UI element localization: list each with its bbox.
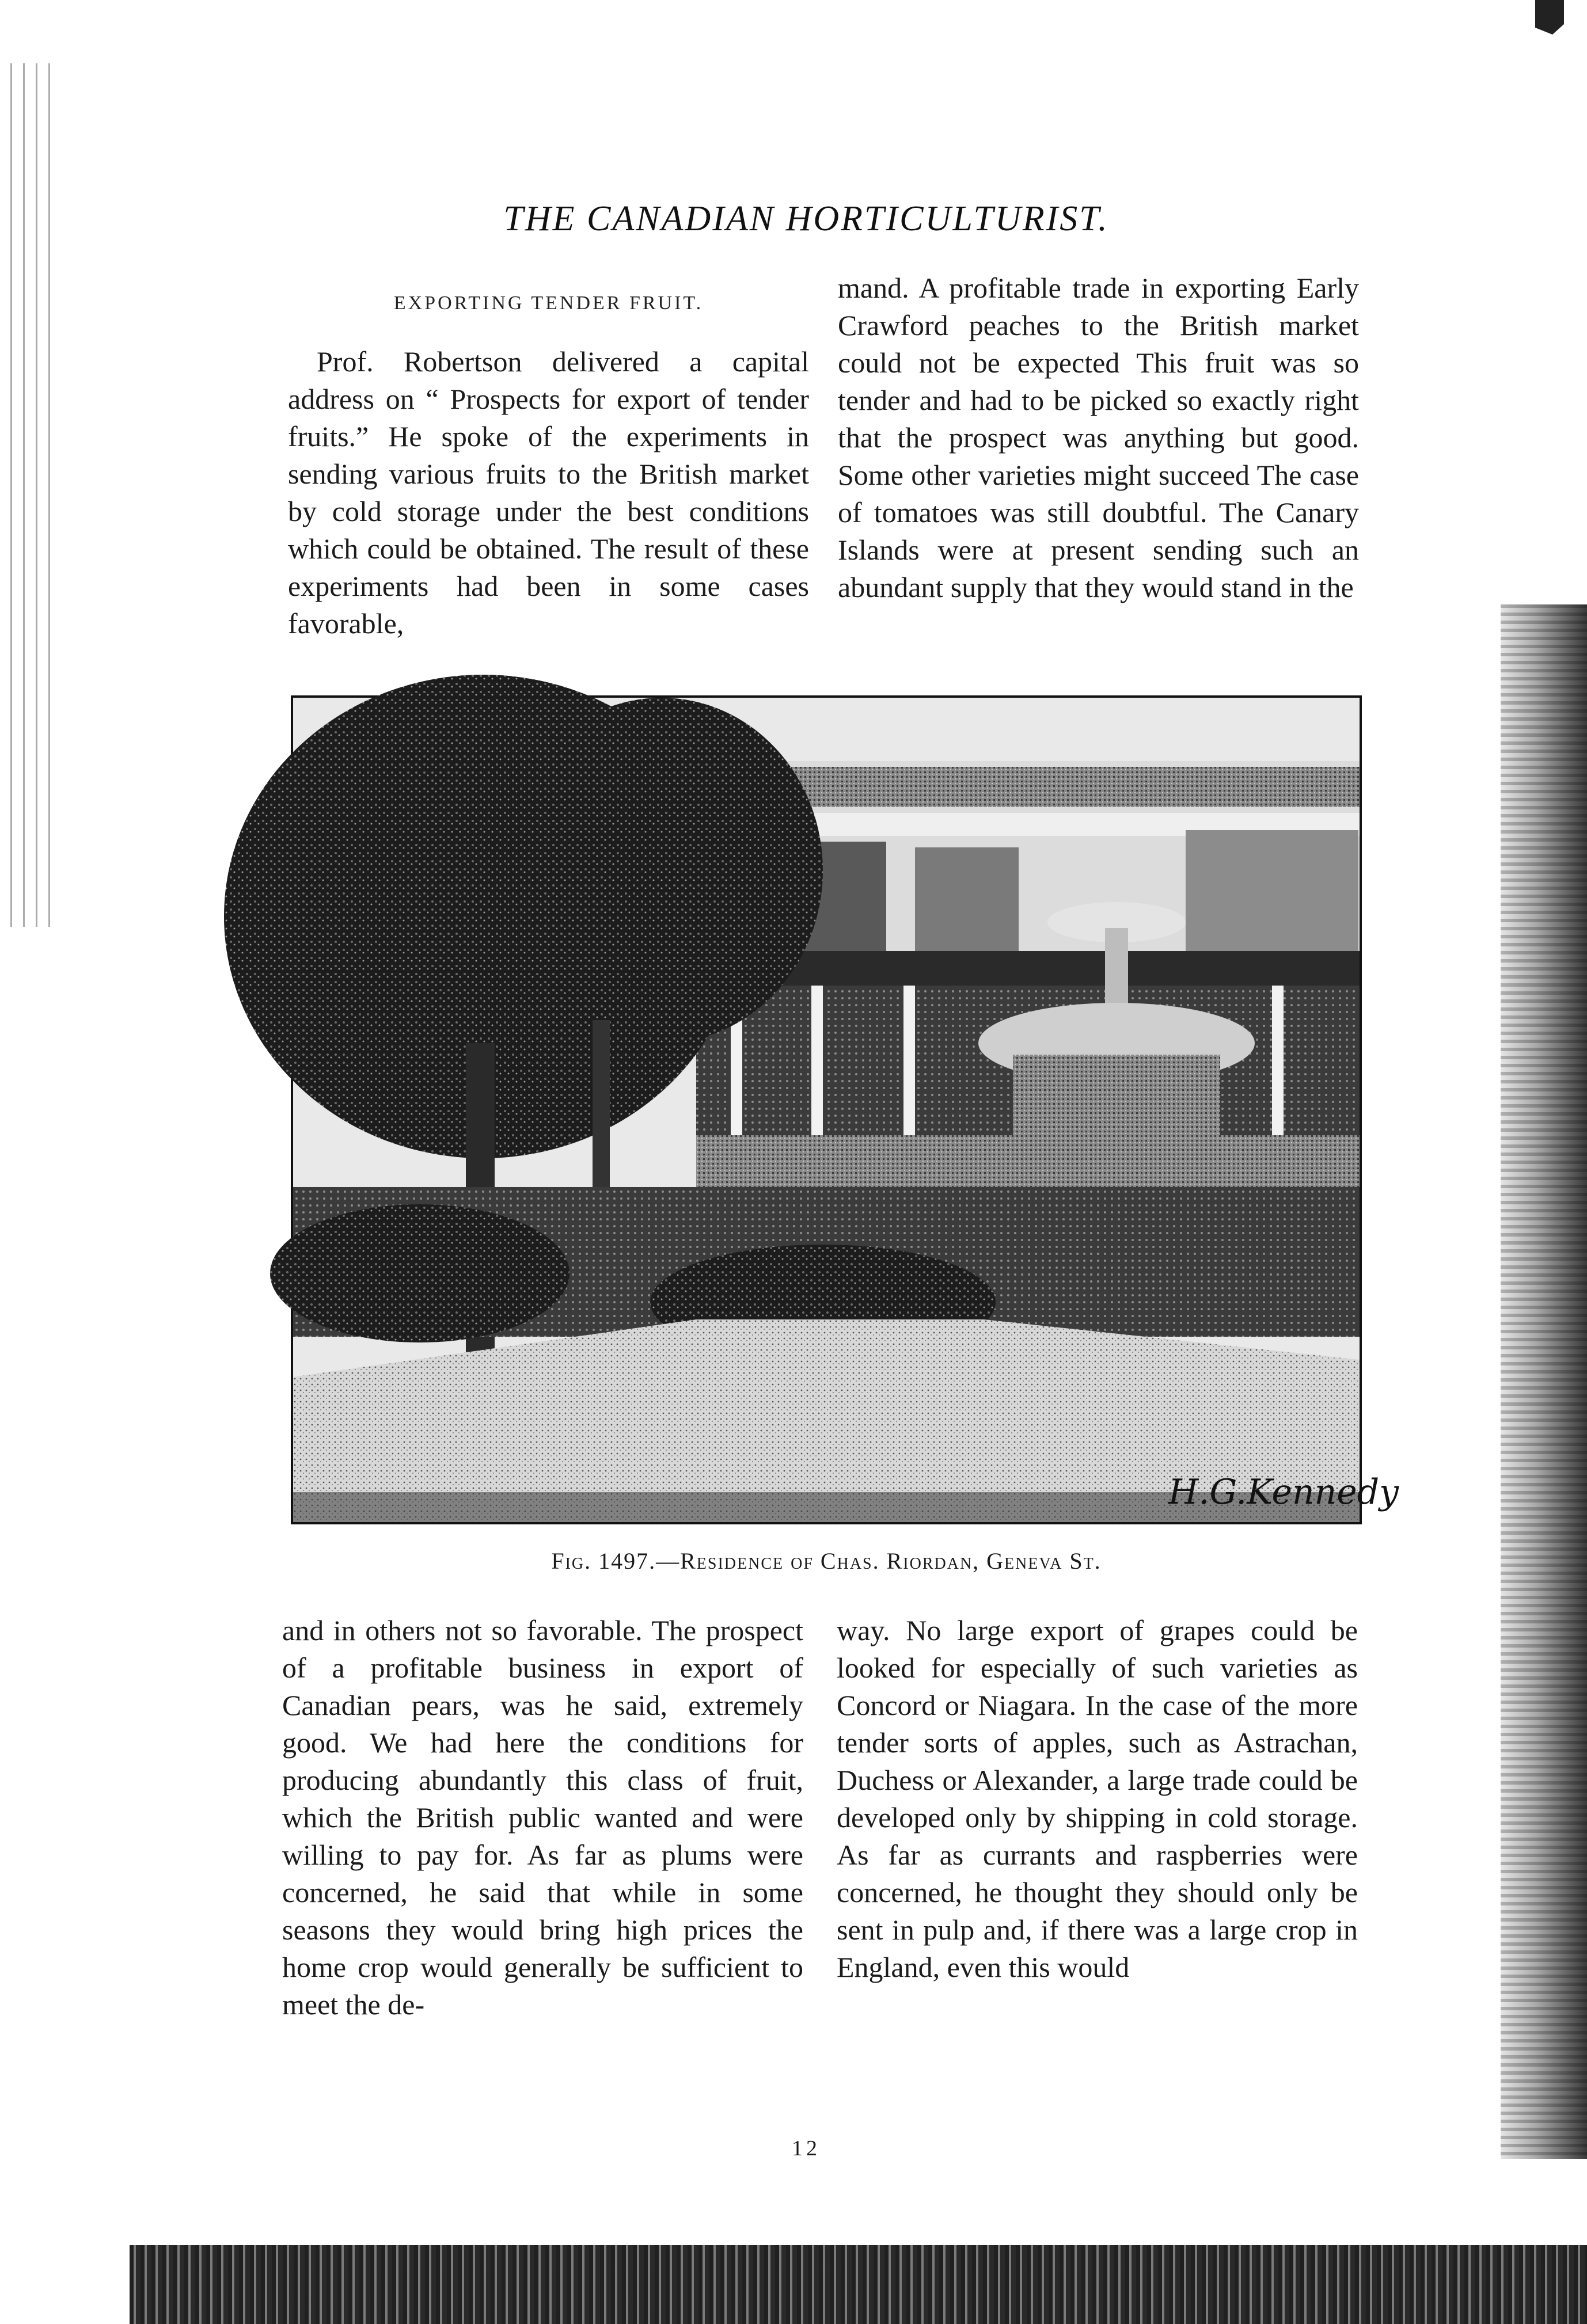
figure-residence-photo bbox=[291, 695, 1399, 1524]
corner-scan-mark bbox=[1535, 0, 1564, 35]
running-head: THE CANADIAN HORTICULTURIST. bbox=[503, 199, 1109, 238]
paragraph-bottom-right: way. No large export of grapes could be looked for especially of such varieties as Concord or Niagara. In the case of the more tender sorts of apples, such as Astrachan, Duchess or Alexander, a large trade could be developed only by shipping in cold storage. As far as currants and raspberries were concerned, he thought they should only be sent in pulp and, if there was a large crop in England, even this would bbox=[837, 1614, 1358, 1983]
section-heading: EXPORTING TENDER FRUIT. bbox=[393, 292, 704, 314]
paragraph-top-left: Prof. Robertson delivered a capital address on “ Prospects for export of tender fruits.” He spoke of the experiments in sending various fruits to the British market by cold storage under the best conditions which could be obtained. The result of these experiments had been in some cases favorable, bbox=[288, 345, 809, 640]
scan-edge-artifact-right bbox=[1501, 604, 1587, 2159]
page-number: 12 bbox=[792, 2136, 821, 2161]
photographer-signature: H.G.Kennedy bbox=[1168, 1472, 1399, 1512]
scan-edge-artifact-left bbox=[5, 63, 56, 927]
column-bottom-right bbox=[837, 1612, 1358, 1986]
column-top-right bbox=[838, 269, 1359, 606]
residence-photo-image bbox=[293, 698, 1399, 1522]
paragraph-top-right: mand. A profitable trade in exporting Early Crawford peaches to the British market could not be expected This fruit was so tender and had to be picked so exactly right that the prospect was anything but good. Some other varieties might succeed The case of tomatoes was still doubtful. The Canary Islands were at present sending such an abundant supply that they would stand in the bbox=[838, 272, 1359, 603]
scan-edge-artifact-bottom bbox=[130, 2245, 1587, 2324]
column-bottom-left bbox=[282, 1612, 803, 2023]
column-top-left bbox=[288, 343, 809, 642]
paragraph-bottom-left: and in others not so favorable. The prospect of a profitable business in export of Canadian pears, was he said, extremely good. We had here the conditions for producing abundantly this class of fruit, which the British public wanted and were willing to pay for. As far as plums were concerned, he said that while in some seasons they would bring high prices the home crop would generally be sufficient to meet the de- bbox=[282, 1614, 803, 2021]
figure-caption: Fig. 1497.—Residence of Chas. Riordan, Geneva St. bbox=[551, 1548, 1102, 1574]
